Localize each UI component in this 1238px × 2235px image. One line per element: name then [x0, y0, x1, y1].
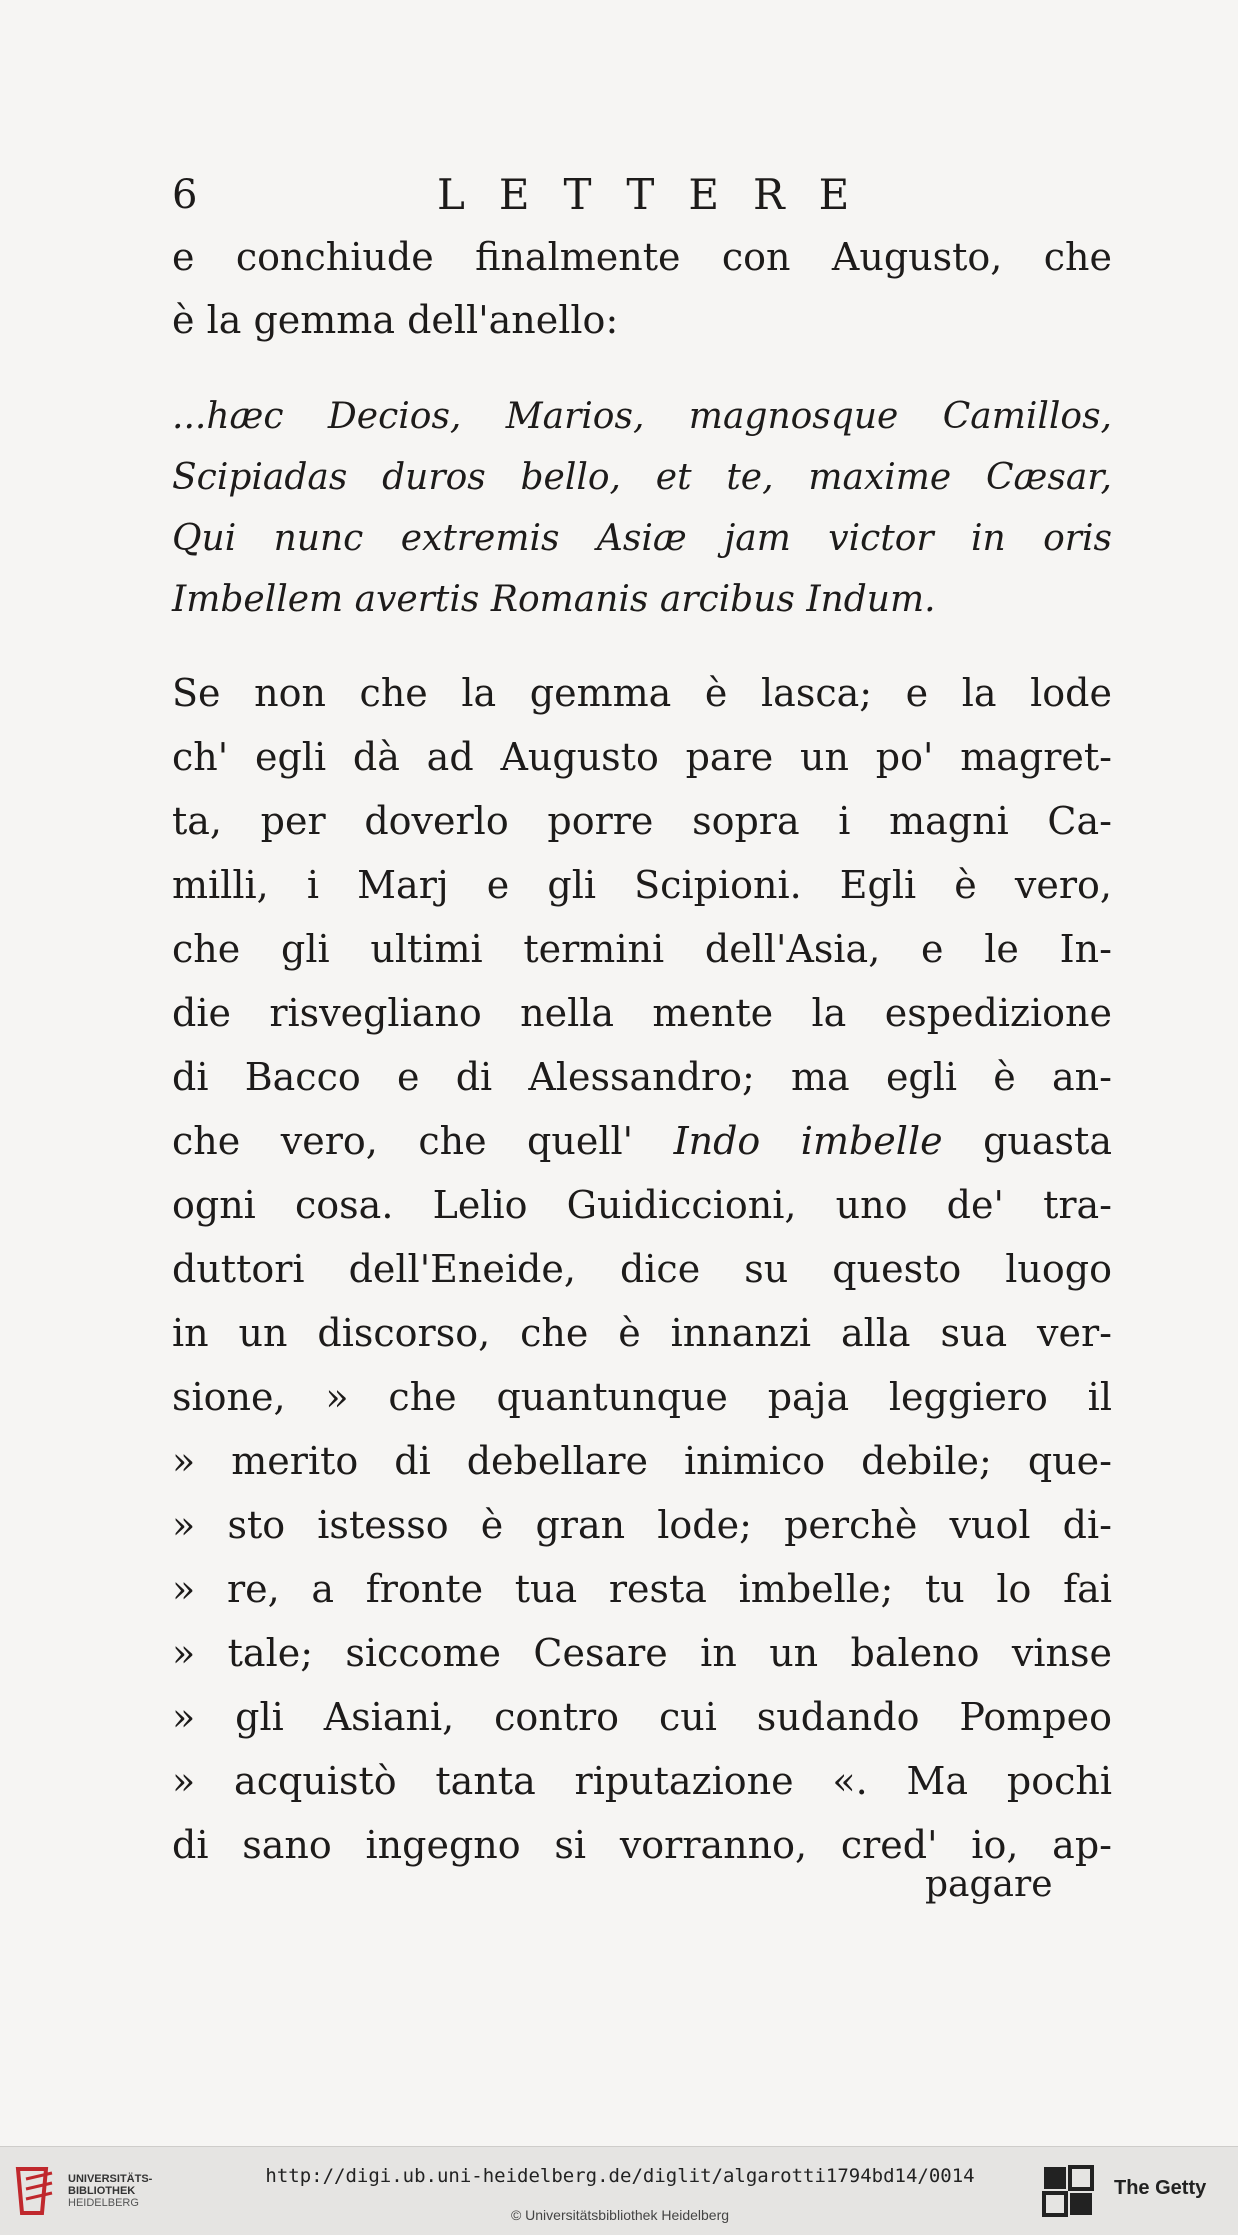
intro-line: è la gemma dell'anello: — [172, 298, 619, 342]
library-logo[interactable] — [12, 2159, 172, 2223]
body-line: sione, » che quantunque paja leggiero il — [172, 1375, 1112, 1419]
page-header — [172, 170, 1132, 230]
body-line: di sano ingegno si vorranno, cred' io, ap- — [172, 1823, 1112, 1867]
italic-phrase: Indo imbelle — [673, 1119, 943, 1163]
body-line: » tale; siccome Cesare in un baleno vinse — [172, 1631, 1112, 1675]
body-line: duttori dell'Eneide, dice su questo luogo — [172, 1247, 1112, 1291]
body-line: ogni cosa. Lelio Guidiccioni, uno de' tra- — [172, 1183, 1112, 1227]
viewer-footer — [0, 2146, 1238, 2235]
body-line: Se non che la gemma è lasca; e la lode — [172, 671, 1112, 715]
body-line: ta, per doverlo porre sopra i magni Ca- — [172, 799, 1112, 843]
quote-line: Imbellem avertis Romanis arcibus Indum. — [172, 579, 936, 620]
intro-line: e conchiude finalmente con Augusto, che — [172, 235, 1112, 279]
running-title: LETTERE — [437, 170, 884, 219]
body-line: » merito di debellare inimico debile; que- — [172, 1439, 1112, 1483]
library-name-line: BIBLIOTHEK — [68, 2185, 136, 2197]
body-line: che gli ultimi termini dell'Asia, e le In- — [172, 927, 1112, 971]
library-name — [68, 2173, 152, 2209]
catchword: pagare — [925, 1864, 1053, 1905]
body-text: che vero, che quell' — [172, 1119, 634, 1163]
permalink-url[interactable]: http://digi.ub.uni-heidelberg.de/diglit/algarotti1794bd14/0014 — [265, 2165, 975, 2187]
body-line: » gli Asiani, contro cui sudando Pompeo — [172, 1695, 1112, 1739]
library-name-line: HEIDELBERG — [68, 2197, 139, 2209]
body-line: » re, a fronte tua resta imbelle; tu lo fai — [172, 1567, 1112, 1611]
quote-line: ...hæc Decios, Marios, magnosque Camillos, — [172, 396, 1112, 437]
body-line — [172, 1116, 1112, 1166]
quote-line: Qui nunc extremis Asiæ jam victor in oris — [172, 518, 1112, 559]
page-number: 6 — [172, 172, 198, 218]
body-line: milli, i Marj e gli Scipioni. Egli è vero, — [172, 863, 1112, 907]
library-emblem-icon — [12, 2159, 60, 2223]
copyright-notice: © Universitätsbibliothek Heidelberg — [510, 2207, 730, 2223]
body-line: di Bacco e di Alessandro; ma egli è an- — [172, 1055, 1112, 1099]
body-line: in un discorso, che è innanzi alla sua ver- — [172, 1311, 1112, 1355]
body-line: » acquistò tanta riputazione «. Ma pochi — [172, 1759, 1112, 1803]
getty-logo-icon[interactable] — [1042, 2165, 1094, 2217]
body-line: » sto istesso è gran lode; perchè vuol di- — [172, 1503, 1112, 1547]
getty-label[interactable]: The Getty — [1114, 2177, 1207, 2199]
body-line: die risvegliano nella mente la espedizione — [172, 991, 1112, 1035]
body-text: guasta — [983, 1119, 1112, 1163]
quote-line: Scipiadas duros bello, et te, maxime Cæsar, — [172, 457, 1112, 498]
library-name-line: UNIVERSITÄTS- — [68, 2173, 153, 2185]
body-line: ch' egli dà ad Augusto pare un po' magret- — [172, 735, 1112, 779]
